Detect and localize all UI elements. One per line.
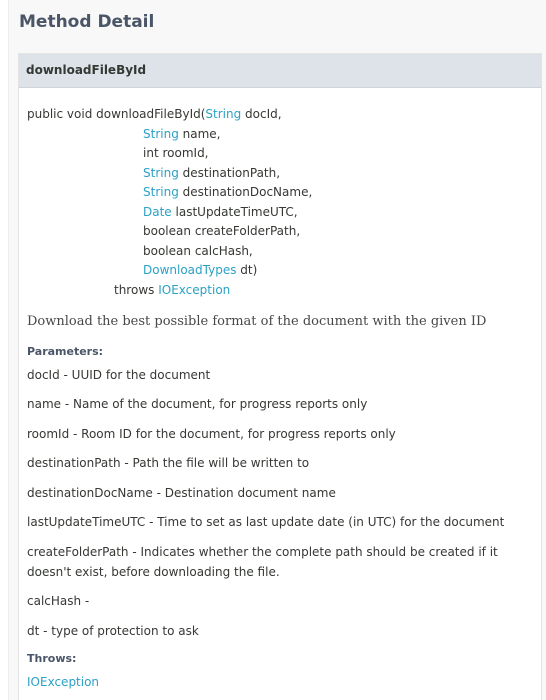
throws-keyword: throws bbox=[114, 283, 155, 297]
throws-label: Throws: bbox=[27, 652, 77, 665]
param-description: lastUpdateTimeUTC - Time to set as last update date (in UTC) for the document bbox=[27, 515, 505, 529]
signature-param-line bbox=[143, 243, 253, 259]
throws-exception-link[interactable]: IOException bbox=[27, 675, 100, 689]
param-name: destinationDocName, bbox=[182, 185, 313, 199]
param-type-link[interactable]: String bbox=[143, 127, 179, 141]
param-name: createFolderPath, bbox=[194, 224, 301, 238]
method-detail-card bbox=[18, 53, 542, 700]
param-description: dt - type of protection to ask bbox=[27, 624, 199, 638]
param-name: docId, bbox=[245, 107, 282, 121]
param-type: int bbox=[143, 146, 159, 160]
param-type-link[interactable]: DownloadTypes bbox=[143, 263, 237, 277]
param-type-link[interactable]: String bbox=[205, 107, 242, 121]
signature-param-line bbox=[143, 184, 312, 200]
signature-param-line bbox=[143, 165, 280, 181]
param-name: lastUpdateTimeUTC, bbox=[175, 205, 298, 219]
param-type-link[interactable]: String bbox=[143, 185, 179, 199]
param-description: docId - UUID for the document bbox=[27, 368, 211, 382]
param-description: destinationDocName - Destination document name bbox=[27, 486, 336, 500]
param-type-link[interactable]: Date bbox=[143, 205, 172, 219]
signature-throws-line bbox=[114, 282, 230, 298]
param-description: name - Name of the document, for progress reports only bbox=[27, 397, 368, 411]
param-name: name, bbox=[182, 127, 221, 141]
signature-line-1 bbox=[27, 106, 282, 122]
param-name: roomId, bbox=[162, 146, 209, 160]
method-header bbox=[19, 54, 541, 88]
signature-param-line bbox=[143, 262, 257, 278]
parameters-label: Parameters: bbox=[27, 345, 104, 358]
method-name: downloadFileById bbox=[26, 63, 147, 77]
param-description: createFolderPath - Indicates whether the complete path should be created if it bbox=[27, 545, 498, 559]
param-description: calcHash - bbox=[27, 594, 90, 608]
param-type: boolean bbox=[143, 224, 191, 238]
exception-type-link[interactable]: IOException bbox=[158, 283, 231, 297]
section-title: Method Detail bbox=[19, 12, 155, 32]
param-description: destinationPath - Path the file will be written to bbox=[27, 456, 310, 470]
param-name: dt) bbox=[240, 263, 258, 277]
param-type: boolean bbox=[143, 244, 191, 258]
param-name: destinationPath, bbox=[182, 166, 281, 180]
param-type-link[interactable]: String bbox=[143, 166, 179, 180]
param-description-continued: doesn't exist, before downloading the file. bbox=[27, 565, 280, 579]
signature-param-line bbox=[143, 126, 221, 142]
signature-param-line bbox=[143, 204, 298, 220]
signature-param-line bbox=[143, 223, 300, 239]
param-name: calcHash, bbox=[194, 244, 253, 258]
signature-prefix: public void downloadFileById( bbox=[27, 107, 206, 121]
method-description: Download the best possible format of the document with the given ID bbox=[27, 314, 487, 329]
signature-param-line bbox=[143, 145, 209, 161]
param-description: roomId - Room ID for the document, for progress reports only bbox=[27, 427, 396, 441]
